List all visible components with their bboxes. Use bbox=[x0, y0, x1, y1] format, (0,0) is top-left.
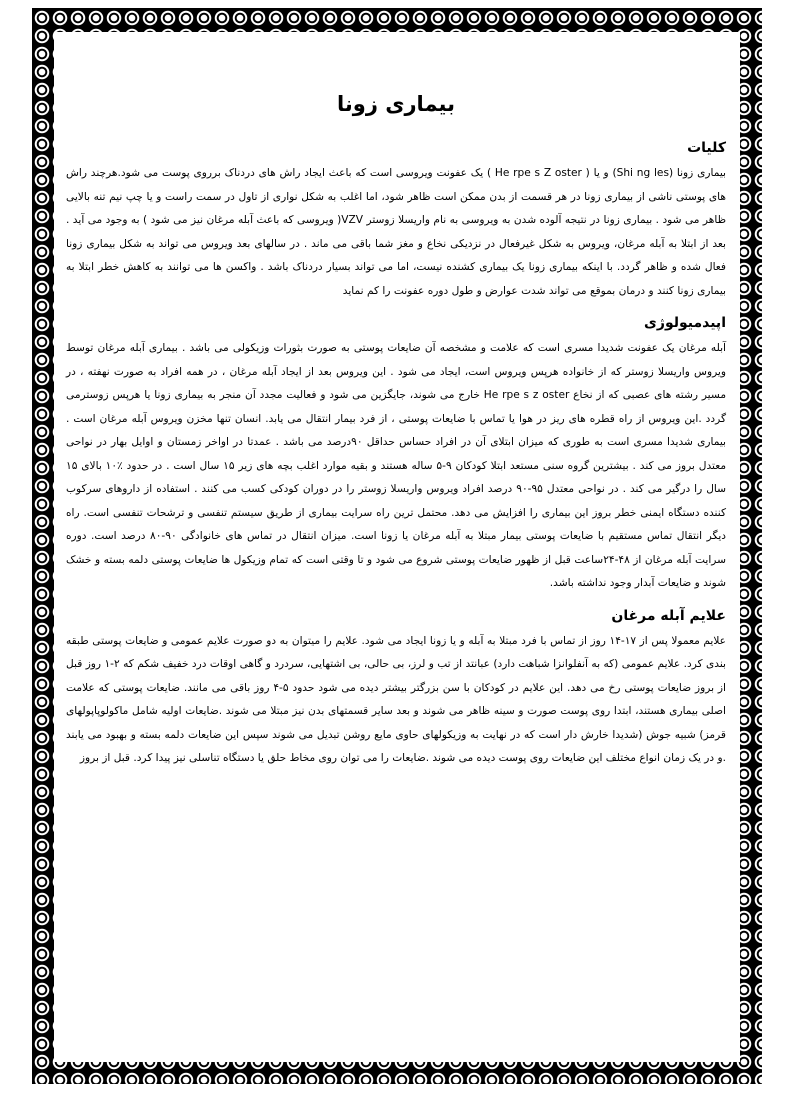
document-page bbox=[54, 32, 740, 1062]
section-paragraph-symptoms: علایم معمولا پس از ۱۷-۱۴ روز از تماس با فرد مبتلا به آبله و یا زونا ایجاد می شود. علایم را میتوان به دو صورت علایم عمومی و ضایعات پوستی طبقه بندی کرد. علایم عمومی (که به آنفلوانزا شباهت دارد) عبانتد از تب و لرز، بی حالی، بی اشتهایی، سردرد و گاهی اوقات درد خفیف شکم که ۲-۱ روز قبل از بروز ضایعات پوستی رخ می دهد. این علایم در کودکان با سن بزرگتر بیشتر دیده می شود حدود ۵-۴ روز باقی می مانند. ضایعات پوستی که علامت اصلی بیماری هستند، ابتدا روی پوست صورت و سینه ظاهر می شوند و بعد سایر قسمتهای بدن نیز مبتلا می شوند .ضایعات اولیه شامل ماکولوپاپولهای قرمز) شبیه جوش (شدیدا خارش دار است که در نهایت به وزیکولهای حاوی مایع روشن تبدیل می شوند سپس این ضایعات دلمه بسته و بهبود می یابند .و در یک زمان انواع مختلف این ضایعات روی پوست دیده می شوند .ضایعات را می توان روی مخاط حلق یا دستگاه تناسلی نیز پیدا کرد. قبل از بروز bbox=[66, 634, 726, 764]
document-content bbox=[66, 32, 726, 1062]
section-paragraph-overview: بیماری زونا (Shi ng les) و یا ( He rpe s Z oster ) یک عفونت ویروسی است که باعث ایجاد راش های دردناک برروی پوست می شود.هرچند راش های پوستی ناشی از بیماری زونا در هر قسمت از بدن ممکن است ظاهر شود، اما اغلب به شکل نواری از تاول در سمت راست و یا چپ نیم تنه بالایی ظاهر می شود . بیماری زونا در نتیجه آلوده شدن به ویروسی به نام واریسلا زوستر VZV( ویروسی که باعث آبله مرغان نیز می شود ) به وجود می آید . بعد از ابتلا به آبله مرغان، ویروس به شکل غیرفعال در نزدیکی نخاع و مغز شما باقی می ماند . در سالهای بعد ویروس می تواند به شکل بیماری زونا فعال شده و ظاهر گردد. با اینکه بیماری زونا یک بیماری کشنده نیست، اما می تواند بسیار دردناک باشد . واکسن ها می توانند به کاهش خطر ابتلا به بیماری زونا کنند و درمان بموقع می تواند شدت عوارض و طول دوره عفونت را کم نماید bbox=[66, 167, 727, 297]
page-title: بیماری زونا bbox=[337, 92, 455, 116]
section-heading-epidemiology: اپیدمیولوژی bbox=[644, 315, 726, 331]
section-heading-symptoms: علایم آبله مرغان bbox=[611, 607, 726, 624]
section-heading-overview: کلیات bbox=[687, 140, 726, 156]
section-paragraph-epidemiology: آبله مرغان یک عفونت شدیدا مسری است که علامت و مشخصه آن ضایعات پوستی به صورت بثورات وزیکولی می باشد . بیماری آبله مرغان توسط ویروس واریسلا زوستر که از خانواده هرپس ویروس است، ایجاد می شود . این ویروس بعد از ایجاد آبله مرغان ، در همه افراد به صورت نهفته ، در مسیر رشته های عصبی که از نخاع He rpe s z oster خارج می شوند، جایگزین می شود و فعالیت مجدد آن منجر به بیماری زونا یا هرپس زوسترمی گردد .این ویروس از راه قطره های ریز در هوا یا تماس با ضایعات پوستی ، از فرد بیمار انتقال می یابد. انسان تنها مخزن ویروس آبله مرغان است . بیماری شدیدا مسری است به طوری که میزان ابتلای آن در افراد حساس حداقل ۹۰درصد می باشد . عمدتا در اواخر زمستان و اوایل بهار در نواحی معتدل بروز می کند . بیشترین گروه سنی مستعد ابتلا کودکان ۹-۵ ساله هستند و بقیه موارد اغلب بچه های زیر ۱۵ سال است . در حدود ٪۱۰ بالای ۱۵ سال را درگیر می کند . در نواحی معتدل ۹۵-۹۰ درصد افراد ویروس واریسلا زوستر را در دوران کودکی کسب می کنند . استفاده از داروهای سرکوب کننده دستگاه ایمنی خطر بروز این بیماری را افزایش می دهد. محتمل ترین راه سرایت بیماری از طریق سیستم تنفسی و ترشحات تنفسی است. راه دیگر انتقال تماس مستقیم با ضایعات پوستی بیمار مبتلا به آبله مرغان یا زونا است. میزان انتقال در تماس های خانوادگی ۹۰-۸۰ درصد است. دوره سرایت آبله مرغان از ۴۸-۲۴ساعت قبل از ظهور ضایعات پوستی شروع می شود و تا وقتی است که تمام وزیکول ها ضایعات پوستی دلمه بسته و خشک شوند و ضایعات آبدار وجود نداشته باشد. bbox=[66, 342, 726, 589]
